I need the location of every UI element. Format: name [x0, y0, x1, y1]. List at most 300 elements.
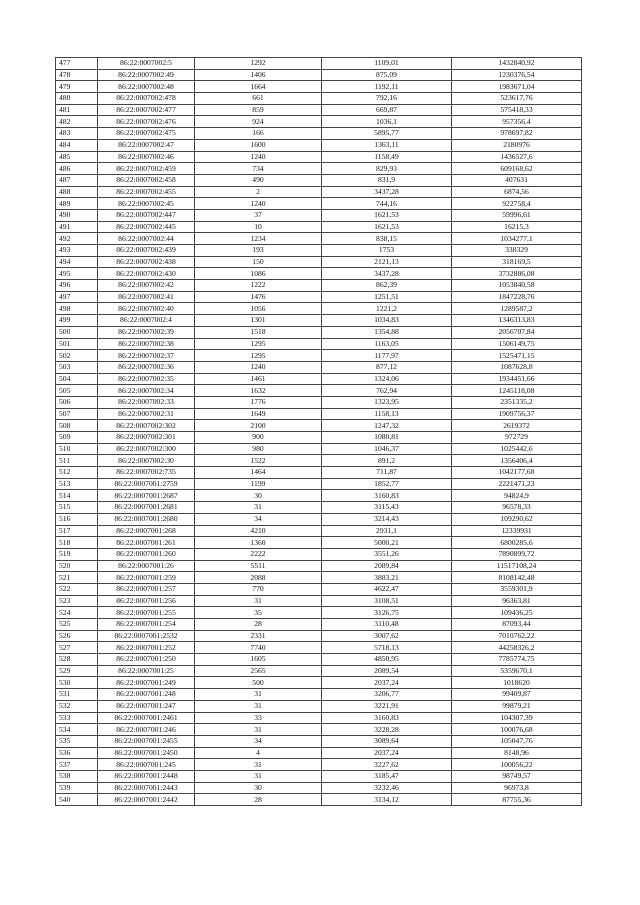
cadastral-number-cell: 86:22:0007002:40 [98, 303, 195, 315]
cadastral-value-cell: 957356,4 [452, 116, 582, 128]
specific-value-cell: 1354,88 [322, 326, 452, 338]
table-row [56, 607, 582, 619]
specific-value-cell: 762,94 [322, 385, 452, 397]
specific-value-cell: 4622,47 [322, 583, 452, 595]
specific-value-cell: 1323,95 [322, 396, 452, 408]
cadastral-number-cell: 86:22:0007001:245 [98, 759, 195, 771]
specific-value-cell: 3551,26 [322, 548, 452, 560]
area-cell: 31 [195, 502, 322, 514]
specific-value-cell: 1753 [322, 245, 452, 257]
cadastral-value-cell: 922758,4 [452, 198, 582, 210]
area-cell: 34 [195, 513, 322, 525]
cadastral-value-cell: 109436,25 [452, 607, 582, 619]
cadastral-number-cell: 86:22:0007001:248 [98, 689, 195, 701]
table-row [56, 163, 582, 175]
cadastral-number-cell: 86:22:0007002:735 [98, 467, 195, 479]
cadastral-number-cell: 86:22:0007001:2442 [98, 794, 195, 806]
cadastral-value-cell: 7010762,22 [452, 630, 582, 642]
row-number-cell: 523 [56, 595, 98, 607]
row-number-cell: 539 [56, 782, 98, 794]
cadastral-number-cell: 86:22:0007001:260 [98, 548, 195, 560]
cadastral-value-cell: 1909756,37 [452, 408, 582, 420]
table-row [56, 630, 582, 642]
specific-value-cell: 3160,83 [322, 490, 452, 502]
row-number-cell: 498 [56, 303, 98, 315]
cadastral-value-cell: 1087628,8 [452, 361, 582, 373]
row-number-cell: 490 [56, 209, 98, 221]
table-row [56, 221, 582, 233]
table-row [56, 396, 582, 408]
table-body [56, 58, 582, 806]
row-number-cell: 515 [56, 502, 98, 514]
row-number-cell: 485 [56, 151, 98, 163]
table-row [56, 104, 582, 116]
row-number-cell: 511 [56, 455, 98, 467]
row-number-cell: 524 [56, 607, 98, 619]
specific-value-cell: 1177,97 [322, 350, 452, 362]
cadastral-number-cell: 86:22:0007001:2681 [98, 502, 195, 514]
table-row [56, 770, 582, 782]
cadastral-value-cell: 407631 [452, 174, 582, 186]
specific-value-cell: 5718,13 [322, 642, 452, 654]
row-number-cell: 484 [56, 139, 98, 151]
area-cell: 859 [195, 104, 322, 116]
cadastral-number-cell: 86:22:0007002:38 [98, 338, 195, 350]
area-cell: 1240 [195, 198, 322, 210]
cadastral-number-cell: 86:22:0007002:42 [98, 280, 195, 292]
specific-value-cell: 875,09 [322, 69, 452, 81]
row-number-cell: 477 [56, 58, 98, 70]
cadastral-number-cell: 86:22:0007001:256 [98, 595, 195, 607]
specific-value-cell: 711,87 [322, 467, 452, 479]
area-cell: 900 [195, 432, 322, 444]
row-number-cell: 522 [56, 583, 98, 595]
specific-value-cell: 1034,83 [322, 315, 452, 327]
table-row [56, 595, 582, 607]
area-cell: 2222 [195, 548, 322, 560]
table-row [56, 782, 582, 794]
area-cell: 734 [195, 163, 322, 175]
row-number-cell: 493 [56, 245, 98, 257]
cadastral-number-cell: 86:22:0007002:30 [98, 455, 195, 467]
specific-value-cell: 4850,95 [322, 654, 452, 666]
area-cell: 5511 [195, 560, 322, 572]
row-number-cell: 503 [56, 361, 98, 373]
cadastral-value-cell: 1053840,58 [452, 280, 582, 292]
table-row [56, 116, 582, 128]
area-cell: 10 [195, 221, 322, 233]
cadastral-value-cell: 1934451,66 [452, 373, 582, 385]
row-number-cell: 479 [56, 81, 98, 93]
cadastral-number-cell: 86:22:0007001:2448 [98, 770, 195, 782]
specific-value-cell: 3437,28 [322, 268, 452, 280]
cadastral-number-cell: 86:22:0007001:2461 [98, 712, 195, 724]
cadastral-value-cell: 6874,56 [452, 186, 582, 198]
cadastral-number-cell: 86:22:0007002:300 [98, 443, 195, 455]
cadastral-number-cell: 86:22:0007002:34 [98, 385, 195, 397]
specific-value-cell: 744,16 [322, 198, 452, 210]
row-number-cell: 512 [56, 467, 98, 479]
cadastral-number-cell: 86:22:0007002:37 [98, 350, 195, 362]
cadastral-value-cell: 1847228,76 [452, 291, 582, 303]
cadastral-value-cell: 2180976 [452, 139, 582, 151]
table-row [56, 794, 582, 806]
cadastral-value-cell: 1346313,83 [452, 315, 582, 327]
row-number-cell: 516 [56, 513, 98, 525]
cadastral-value-cell: 98749,57 [452, 770, 582, 782]
cadastral-value-cell: 7785774,75 [452, 654, 582, 666]
row-number-cell: 482 [56, 116, 98, 128]
specific-value-cell: 1621,53 [322, 209, 452, 221]
cadastral-number-cell: 86:22:0007002:49 [98, 69, 195, 81]
cadastral-number-cell: 86:22:0007002:48 [98, 81, 195, 93]
cadastral-value-cell: 96578,33 [452, 502, 582, 514]
row-number-cell: 491 [56, 221, 98, 233]
table-row [56, 665, 582, 677]
area-cell: 1600 [195, 139, 322, 151]
specific-value-cell: 1324,06 [322, 373, 452, 385]
cadastral-value-cell: 11517108,24 [452, 560, 582, 572]
area-cell: 1240 [195, 361, 322, 373]
table-row [56, 268, 582, 280]
row-number-cell: 505 [56, 385, 98, 397]
cadastral-number-cell: 86:22:0007001:2443 [98, 782, 195, 794]
cadastral-value-cell: 109290,62 [452, 513, 582, 525]
area-cell: 31 [195, 724, 322, 736]
row-number-cell: 489 [56, 198, 98, 210]
specific-value-cell: 877,12 [322, 361, 452, 373]
row-number-cell: 538 [56, 770, 98, 782]
specific-value-cell: 1109,01 [322, 58, 452, 70]
specific-value-cell: 3185,47 [322, 770, 452, 782]
specific-value-cell: 3232,46 [322, 782, 452, 794]
cadastral-value-cell: 338329 [452, 245, 582, 257]
cadastral-value-cell: 100076,68 [452, 724, 582, 736]
row-number-cell: 518 [56, 537, 98, 549]
cadastral-value-cell: 96973,8 [452, 782, 582, 794]
area-cell: 2565 [195, 665, 322, 677]
area-cell: 500 [195, 677, 322, 689]
cadastral-number-cell: 86:22:0007002:47 [98, 139, 195, 151]
cadastral-value-cell: 1436527,6 [452, 151, 582, 163]
table-row [56, 93, 582, 105]
cadastral-number-cell: 86:22:0007002:301 [98, 432, 195, 444]
cadastral-number-cell: 86:22:0007002:4 [98, 315, 195, 327]
specific-value-cell: 3227,62 [322, 759, 452, 771]
area-cell: 2088 [195, 572, 322, 584]
specific-value-cell: 1192,11 [322, 81, 452, 93]
cadastral-number-cell: 86:22:0007002:477 [98, 104, 195, 116]
cadastral-value-cell: 44258326,2 [452, 642, 582, 654]
row-number-cell: 486 [56, 163, 98, 175]
area-cell: 1476 [195, 291, 322, 303]
area-cell: 34 [195, 735, 322, 747]
row-number-cell: 521 [56, 572, 98, 584]
row-number-cell: 506 [56, 396, 98, 408]
cadastral-number-cell: 86:22:0007002:5 [98, 58, 195, 70]
area-cell: 924 [195, 116, 322, 128]
row-number-cell: 478 [56, 69, 98, 81]
row-number-cell: 529 [56, 665, 98, 677]
specific-value-cell: 3214,43 [322, 513, 452, 525]
cadastral-number-cell: 86:22:0007001:259 [98, 572, 195, 584]
table-row [56, 455, 582, 467]
cadastral-value-cell: 575418,33 [452, 104, 582, 116]
table-row [56, 420, 582, 432]
table-row [56, 677, 582, 689]
specific-value-cell: 5895,77 [322, 128, 452, 140]
area-cell: 2 [195, 186, 322, 198]
area-cell: 1605 [195, 654, 322, 666]
cadastral-value-cell: 100056,22 [452, 759, 582, 771]
row-number-cell: 532 [56, 700, 98, 712]
specific-value-cell: 1852,77 [322, 478, 452, 490]
cadastral-number-cell: 86:22:0007002:35 [98, 373, 195, 385]
row-number-cell: 513 [56, 478, 98, 490]
area-cell: 33 [195, 712, 322, 724]
table-row [56, 280, 582, 292]
specific-value-cell: 1621,53 [322, 221, 452, 233]
cadastral-value-cell: 105047,76 [452, 735, 582, 747]
row-number-cell: 488 [56, 186, 98, 198]
cadastral-number-cell: 86:22:0007001:250 [98, 654, 195, 666]
table-row [56, 700, 582, 712]
row-number-cell: 480 [56, 93, 98, 105]
area-cell: 1649 [195, 408, 322, 420]
table-row [56, 654, 582, 666]
specific-value-cell: 2089,54 [322, 665, 452, 677]
area-cell: 1461 [195, 373, 322, 385]
cadastral-number-cell: 86:22:0007002:447 [98, 209, 195, 221]
cadastral-value-cell: 523617,76 [452, 93, 582, 105]
cadastral-value-cell: 59996,61 [452, 209, 582, 221]
cadastral-number-cell: 86:22:0007001:2455 [98, 735, 195, 747]
table-row [56, 735, 582, 747]
cadastral-number-cell: 86:22:0007002:455 [98, 186, 195, 198]
cadastral-number-cell: 86:22:0007001:246 [98, 724, 195, 736]
cadastral-value-cell: 3732886,08 [452, 268, 582, 280]
specific-value-cell: 3108,51 [322, 595, 452, 607]
cadastral-number-cell: 86:22:0007002:478 [98, 93, 195, 105]
cadastral-number-cell: 86:22:0007001:255 [98, 607, 195, 619]
area-cell: 1234 [195, 233, 322, 245]
specific-value-cell: 1363,11 [322, 139, 452, 151]
table-row [56, 174, 582, 186]
table-row [56, 560, 582, 572]
area-cell: 1522 [195, 455, 322, 467]
table-row [56, 198, 582, 210]
specific-value-cell: 3007,62 [322, 630, 452, 642]
cadastral-value-cell: 7890899,72 [452, 548, 582, 560]
area-cell: 770 [195, 583, 322, 595]
table-row [56, 408, 582, 420]
area-cell: 1406 [195, 69, 322, 81]
row-number-cell: 520 [56, 560, 98, 572]
cadastral-value-cell: 16215,3 [452, 221, 582, 233]
specific-value-cell: 2089,84 [322, 560, 452, 572]
specific-value-cell: 3221,91 [322, 700, 452, 712]
row-number-cell: 540 [56, 794, 98, 806]
table-row [56, 724, 582, 736]
cadastral-number-cell: 86:22:0007002:45 [98, 198, 195, 210]
table-row [56, 209, 582, 221]
table-row [56, 303, 582, 315]
table-row [56, 443, 582, 455]
specific-value-cell: 3437,28 [322, 186, 452, 198]
cadastral-value-cell: 8148,96 [452, 747, 582, 759]
specific-value-cell: 3134,12 [322, 794, 452, 806]
area-cell: 980 [195, 443, 322, 455]
row-number-cell: 508 [56, 420, 98, 432]
cadastral-value-cell: 1230376,54 [452, 69, 582, 81]
cadastral-number-cell: 86:22:0007002:39 [98, 326, 195, 338]
cadastral-value-cell: 1018620 [452, 677, 582, 689]
area-cell: 1295 [195, 338, 322, 350]
area-cell: 1222 [195, 280, 322, 292]
area-cell: 31 [195, 759, 322, 771]
row-number-cell: 534 [56, 724, 98, 736]
table-row [56, 233, 582, 245]
cadastral-value-cell: 1356406,4 [452, 455, 582, 467]
specific-value-cell: 2121,13 [322, 256, 452, 268]
row-number-cell: 507 [56, 408, 98, 420]
row-number-cell: 504 [56, 373, 98, 385]
cadastral-number-cell: 86:22:0007001:25 [98, 665, 195, 677]
cadastral-value-cell: 978697,82 [452, 128, 582, 140]
specific-value-cell: 2931,1 [322, 525, 452, 537]
area-cell: 30 [195, 490, 322, 502]
area-cell: 1240 [195, 151, 322, 163]
specific-value-cell: 891,2 [322, 455, 452, 467]
area-cell: 1295 [195, 350, 322, 362]
table-row [56, 361, 582, 373]
table-row [56, 525, 582, 537]
table-row [56, 513, 582, 525]
table-row [56, 291, 582, 303]
cadastral-number-cell: 86:22:0007002:36 [98, 361, 195, 373]
cadastral-value-cell: 1289587,2 [452, 303, 582, 315]
table-row [56, 151, 582, 163]
row-number-cell: 514 [56, 490, 98, 502]
cadastral-number-cell: 86:22:0007002:476 [98, 116, 195, 128]
cadastral-value-cell: 99409,87 [452, 689, 582, 701]
specific-value-cell: 3160,83 [322, 712, 452, 724]
area-cell: 37 [195, 209, 322, 221]
cadastral-number-cell: 86:22:0007001:2450 [98, 747, 195, 759]
row-number-cell: 527 [56, 642, 98, 654]
row-number-cell: 497 [56, 291, 98, 303]
cadastral-value-cell: 318169,5 [452, 256, 582, 268]
cadastral-number-cell: 86:22:0007002:44 [98, 233, 195, 245]
cadastral-number-cell: 86:22:0007002:475 [98, 128, 195, 140]
area-cell: 7740 [195, 642, 322, 654]
area-cell: 30 [195, 782, 322, 794]
cadastral-value-cell: 1432840,92 [452, 58, 582, 70]
table-row [56, 537, 582, 549]
cadastral-value-cell: 12339931 [452, 525, 582, 537]
table-row [56, 245, 582, 257]
cadastral-number-cell: 86:22:0007002:439 [98, 245, 195, 257]
area-cell: 1301 [195, 315, 322, 327]
cadastral-number-cell: 86:22:0007001:254 [98, 619, 195, 631]
cadastral-value-table [55, 57, 582, 806]
row-number-cell: 517 [56, 525, 98, 537]
cadastral-value-cell: 6800285,6 [452, 537, 582, 549]
row-number-cell: 483 [56, 128, 98, 140]
specific-value-cell: 3115,43 [322, 502, 452, 514]
area-cell: 1360 [195, 537, 322, 549]
row-number-cell: 519 [56, 548, 98, 560]
cadastral-value-cell: 99879,21 [452, 700, 582, 712]
specific-value-cell: 1046,37 [322, 443, 452, 455]
table-row [56, 712, 582, 724]
cadastral-number-cell: 86:22:0007001:249 [98, 677, 195, 689]
table-row [56, 350, 582, 362]
specific-value-cell: 3228,28 [322, 724, 452, 736]
cadastral-number-cell: 86:22:0007001:268 [98, 525, 195, 537]
cadastral-value-cell: 2056707,84 [452, 326, 582, 338]
cadastral-value-cell: 972729 [452, 432, 582, 444]
row-number-cell: 530 [56, 677, 98, 689]
row-number-cell: 500 [56, 326, 98, 338]
cadastral-value-cell: 8108142,48 [452, 572, 582, 584]
cadastral-number-cell: 86:22:0007001:261 [98, 537, 195, 549]
cadastral-value-cell: 87755,36 [452, 794, 582, 806]
specific-value-cell: 669,87 [322, 104, 452, 116]
specific-value-cell: 1251,51 [322, 291, 452, 303]
table-row [56, 81, 582, 93]
specific-value-cell: 3126,75 [322, 607, 452, 619]
cadastral-value-cell: 3559301,9 [452, 583, 582, 595]
cadastral-value-cell: 1042177,68 [452, 467, 582, 479]
table-row [56, 373, 582, 385]
specific-value-cell: 1247,32 [322, 420, 452, 432]
area-cell: 1518 [195, 326, 322, 338]
cadastral-value-cell: 2351335,2 [452, 396, 582, 408]
row-number-cell: 537 [56, 759, 98, 771]
cadastral-value-cell: 1025442,6 [452, 443, 582, 455]
specific-value-cell: 3206,77 [322, 689, 452, 701]
table-row [56, 467, 582, 479]
cadastral-number-cell: 86:22:0007001:2687 [98, 490, 195, 502]
row-number-cell: 528 [56, 654, 98, 666]
cadastral-value-cell: 5359670,1 [452, 665, 582, 677]
table-row [56, 69, 582, 81]
row-number-cell: 501 [56, 338, 98, 350]
cadastral-value-cell: 1983671,04 [452, 81, 582, 93]
cadastral-number-cell: 86:22:0007002:31 [98, 408, 195, 420]
area-cell: 1664 [195, 81, 322, 93]
cadastral-number-cell: 86:22:0007001:257 [98, 583, 195, 595]
specific-value-cell: 3110,48 [322, 619, 452, 631]
table-row [56, 128, 582, 140]
row-number-cell: 509 [56, 432, 98, 444]
table-row [56, 548, 582, 560]
cadastral-number-cell: 86:22:0007001:2680 [98, 513, 195, 525]
table-row [56, 326, 582, 338]
cadastral-value-cell: 2221471,23 [452, 478, 582, 490]
specific-value-cell: 1036,1 [322, 116, 452, 128]
table-row [56, 338, 582, 350]
area-cell: 1776 [195, 396, 322, 408]
cadastral-value-cell: 609168,62 [452, 163, 582, 175]
row-number-cell: 525 [56, 619, 98, 631]
cadastral-number-cell: 86:22:0007002:41 [98, 291, 195, 303]
area-cell: 4 [195, 747, 322, 759]
table-row [56, 689, 582, 701]
cadastral-value-cell: 96363,81 [452, 595, 582, 607]
area-cell: 35 [195, 607, 322, 619]
